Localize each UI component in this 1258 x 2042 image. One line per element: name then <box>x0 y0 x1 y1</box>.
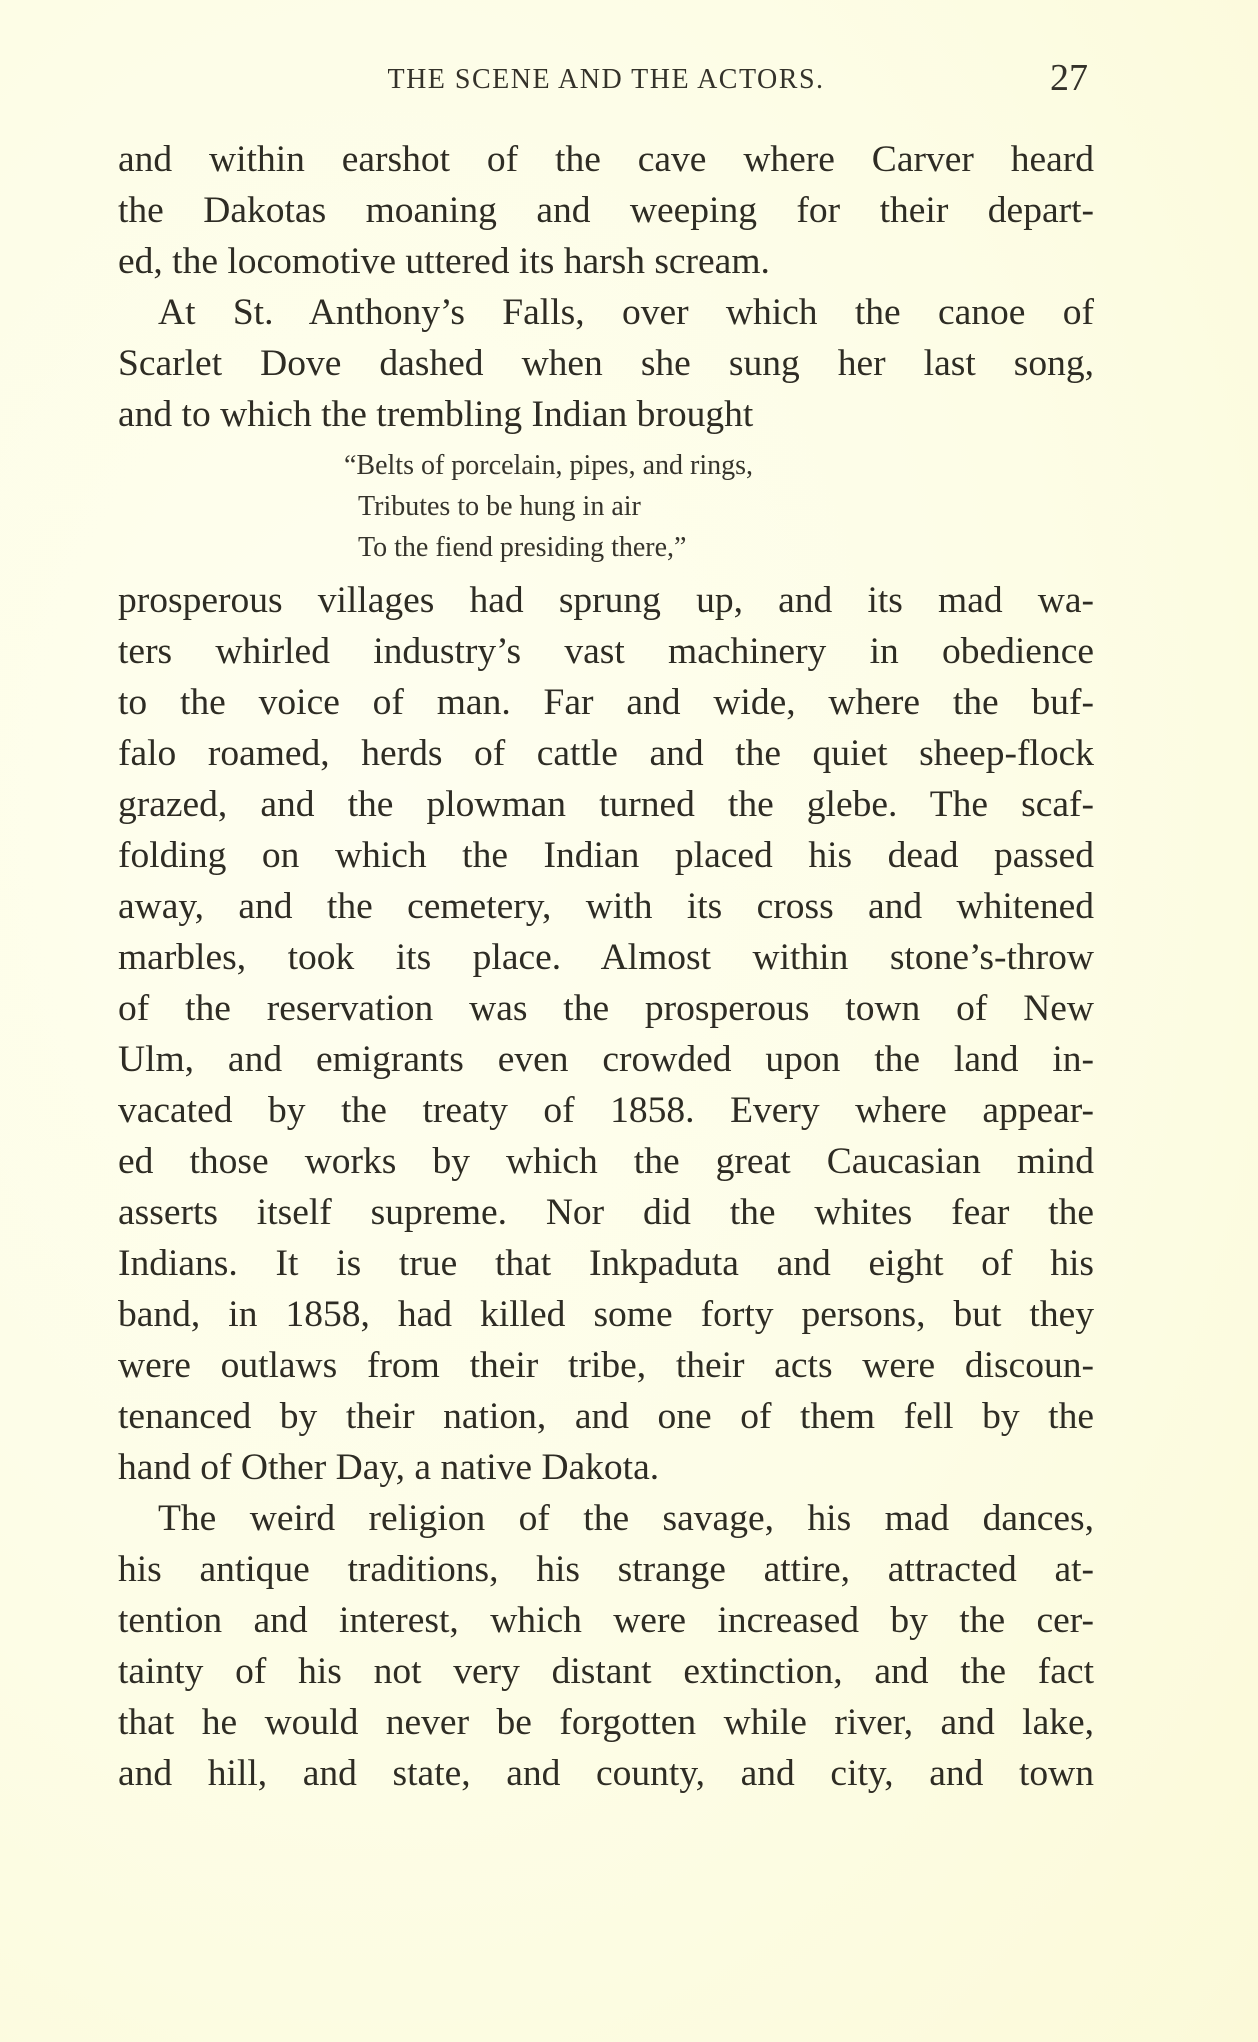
text-line: band, in 1858, had killed some forty persons, but they <box>118 1294 1094 1335</box>
text-line: and hill, and state, and county, and city, and town <box>118 1753 1094 1794</box>
text-line: ters whirled industry’s vast machinery in obedience <box>118 631 1094 672</box>
text-line: Ulm, and emigrants even crowded upon the land in- <box>118 1039 1094 1080</box>
text-line: vacated by the treaty of 1858. Every where appear- <box>118 1090 1094 1131</box>
text-line: falo roamed, herds of cattle and the quiet sheep-flock <box>118 733 1094 774</box>
text-line: Scarlet Dove dashed when she sung her last song, <box>118 343 1094 384</box>
text-line: tention and interest, which were increased by the cer- <box>118 1600 1094 1641</box>
text-line: that he would never be forgotten while river, and lake, <box>118 1702 1094 1743</box>
paragraph-weird-religion <box>118 1493 1094 1799</box>
running-title: THE SCENE AND THE ACTORS. <box>387 64 825 95</box>
text-line: hand of Other Day, a native Dakota. <box>118 1447 660 1488</box>
paragraph-prosperous-villages <box>118 575 1094 1493</box>
text-line: away, and the cemetery, with its cross and whitened <box>118 886 1094 927</box>
text-line: ed, the locomotive uttered its harsh scream. <box>118 241 770 282</box>
page-number: 27 <box>1050 57 1088 99</box>
text-line: and within earshot of the cave where Carver heard <box>118 139 1094 180</box>
body-text <box>118 134 1094 1799</box>
text-line: grazed, and the plowman turned the glebe. The scaf- <box>118 784 1094 825</box>
text-line: of the reservation was the prosperous town of New <box>118 988 1094 1029</box>
text-line: prosperous villages had sprung up, and its mad wa- <box>118 580 1094 621</box>
text-line: and to which the trembling Indian brought <box>118 394 754 435</box>
text-line: asserts itself supreme. Nor did the whites fear the <box>118 1192 1094 1233</box>
text-line: ed those works by which the great Caucasian mind <box>118 1141 1094 1182</box>
running-head <box>118 57 1094 108</box>
text-line: the Dakotas moaning and weeping for their depart- <box>118 190 1094 231</box>
verse-quotation <box>118 445 1094 568</box>
text-line: Indians. It is true that Inkpaduta and eight of his <box>118 1243 1094 1284</box>
text-line: folding on which the Indian placed his dead passed <box>118 835 1094 876</box>
text-line: his antique traditions, his strange attire, attracted at- <box>118 1549 1094 1590</box>
verse-line: Tributes to be hung in air <box>358 491 641 522</box>
text-line: The weird religion of the savage, his mad dances, <box>158 1498 1094 1539</box>
paragraph-falls <box>118 287 1094 440</box>
text-line: tenanced by their nation, and one of them fell by the <box>118 1396 1094 1437</box>
verse-line: “Belts of porcelain, pipes, and rings, <box>344 450 754 481</box>
text-line: to the voice of man. Far and wide, where the buf- <box>118 682 1094 723</box>
paragraph-cave <box>118 134 1094 287</box>
text-line: tainty of his not very distant extinction, and the fact <box>118 1651 1094 1692</box>
text-line: marbles, took its place. Almost within stone’s-throw <box>118 937 1094 978</box>
text-line: were outlaws from their tribe, their acts were discoun- <box>118 1345 1094 1386</box>
verse-line: To the fiend presiding there,” <box>358 532 687 563</box>
text-line: At St. Anthony’s Falls, over which the canoe of <box>158 292 1094 333</box>
